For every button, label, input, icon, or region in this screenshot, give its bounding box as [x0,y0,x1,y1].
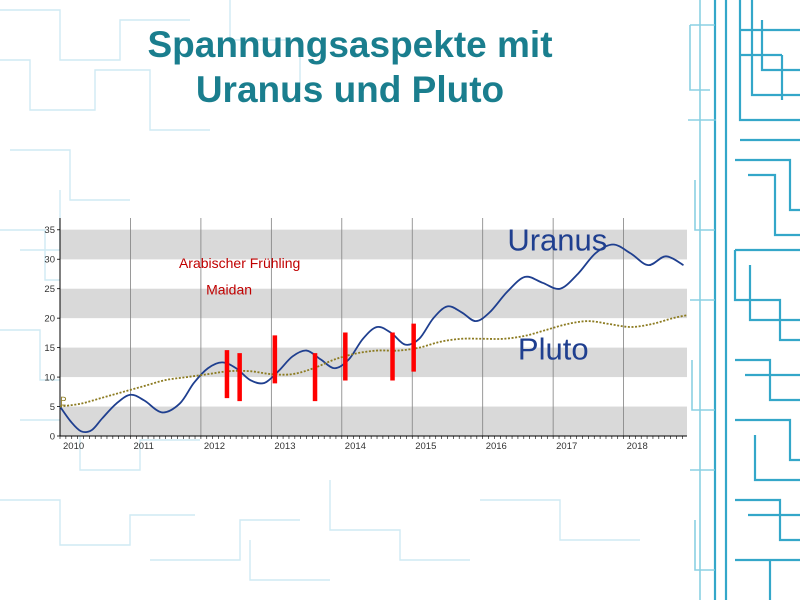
svg-text:5: 5 [49,401,55,413]
svg-text:25: 25 [44,284,55,296]
svg-text:♇: ♇ [58,394,69,409]
svg-text:2014: 2014 [344,441,366,452]
chart-container [27,208,697,460]
svg-text:35: 35 [44,225,55,237]
svg-text:2012: 2012 [203,441,226,452]
svg-text:2010: 2010 [63,441,85,452]
series-label-uranus: Uranus [507,222,608,258]
svg-text:15: 15 [44,342,55,354]
svg-text:2017: 2017 [556,441,578,452]
svg-text:2013: 2013 [274,441,296,452]
tension-aspects-line-chart [27,208,697,460]
svg-text:30: 30 [44,254,55,266]
svg-text:20: 20 [44,313,55,325]
title-line-1: Spannungsaspekte mit [147,24,553,65]
chart-x-axis-labels [60,436,682,452]
svg-text:10: 10 [44,372,55,384]
series-label-pluto: Pluto [517,331,589,367]
slide-title [0,22,700,112]
chart-symbols [58,394,69,408]
chart-y-axis-labels [44,225,60,442]
title-line-2: Uranus und Pluto [195,69,505,111]
svg-text:2018: 2018 [626,441,648,452]
svg-text:2011: 2011 [133,441,154,452]
svg-text:Maidan: Maidan [206,281,253,298]
svg-text:2015: 2015 [415,441,437,452]
svg-text:Arabischer Frühling: Arabischer Frühling [178,255,301,272]
svg-text:2016: 2016 [485,441,507,452]
svg-text:0: 0 [49,431,55,443]
